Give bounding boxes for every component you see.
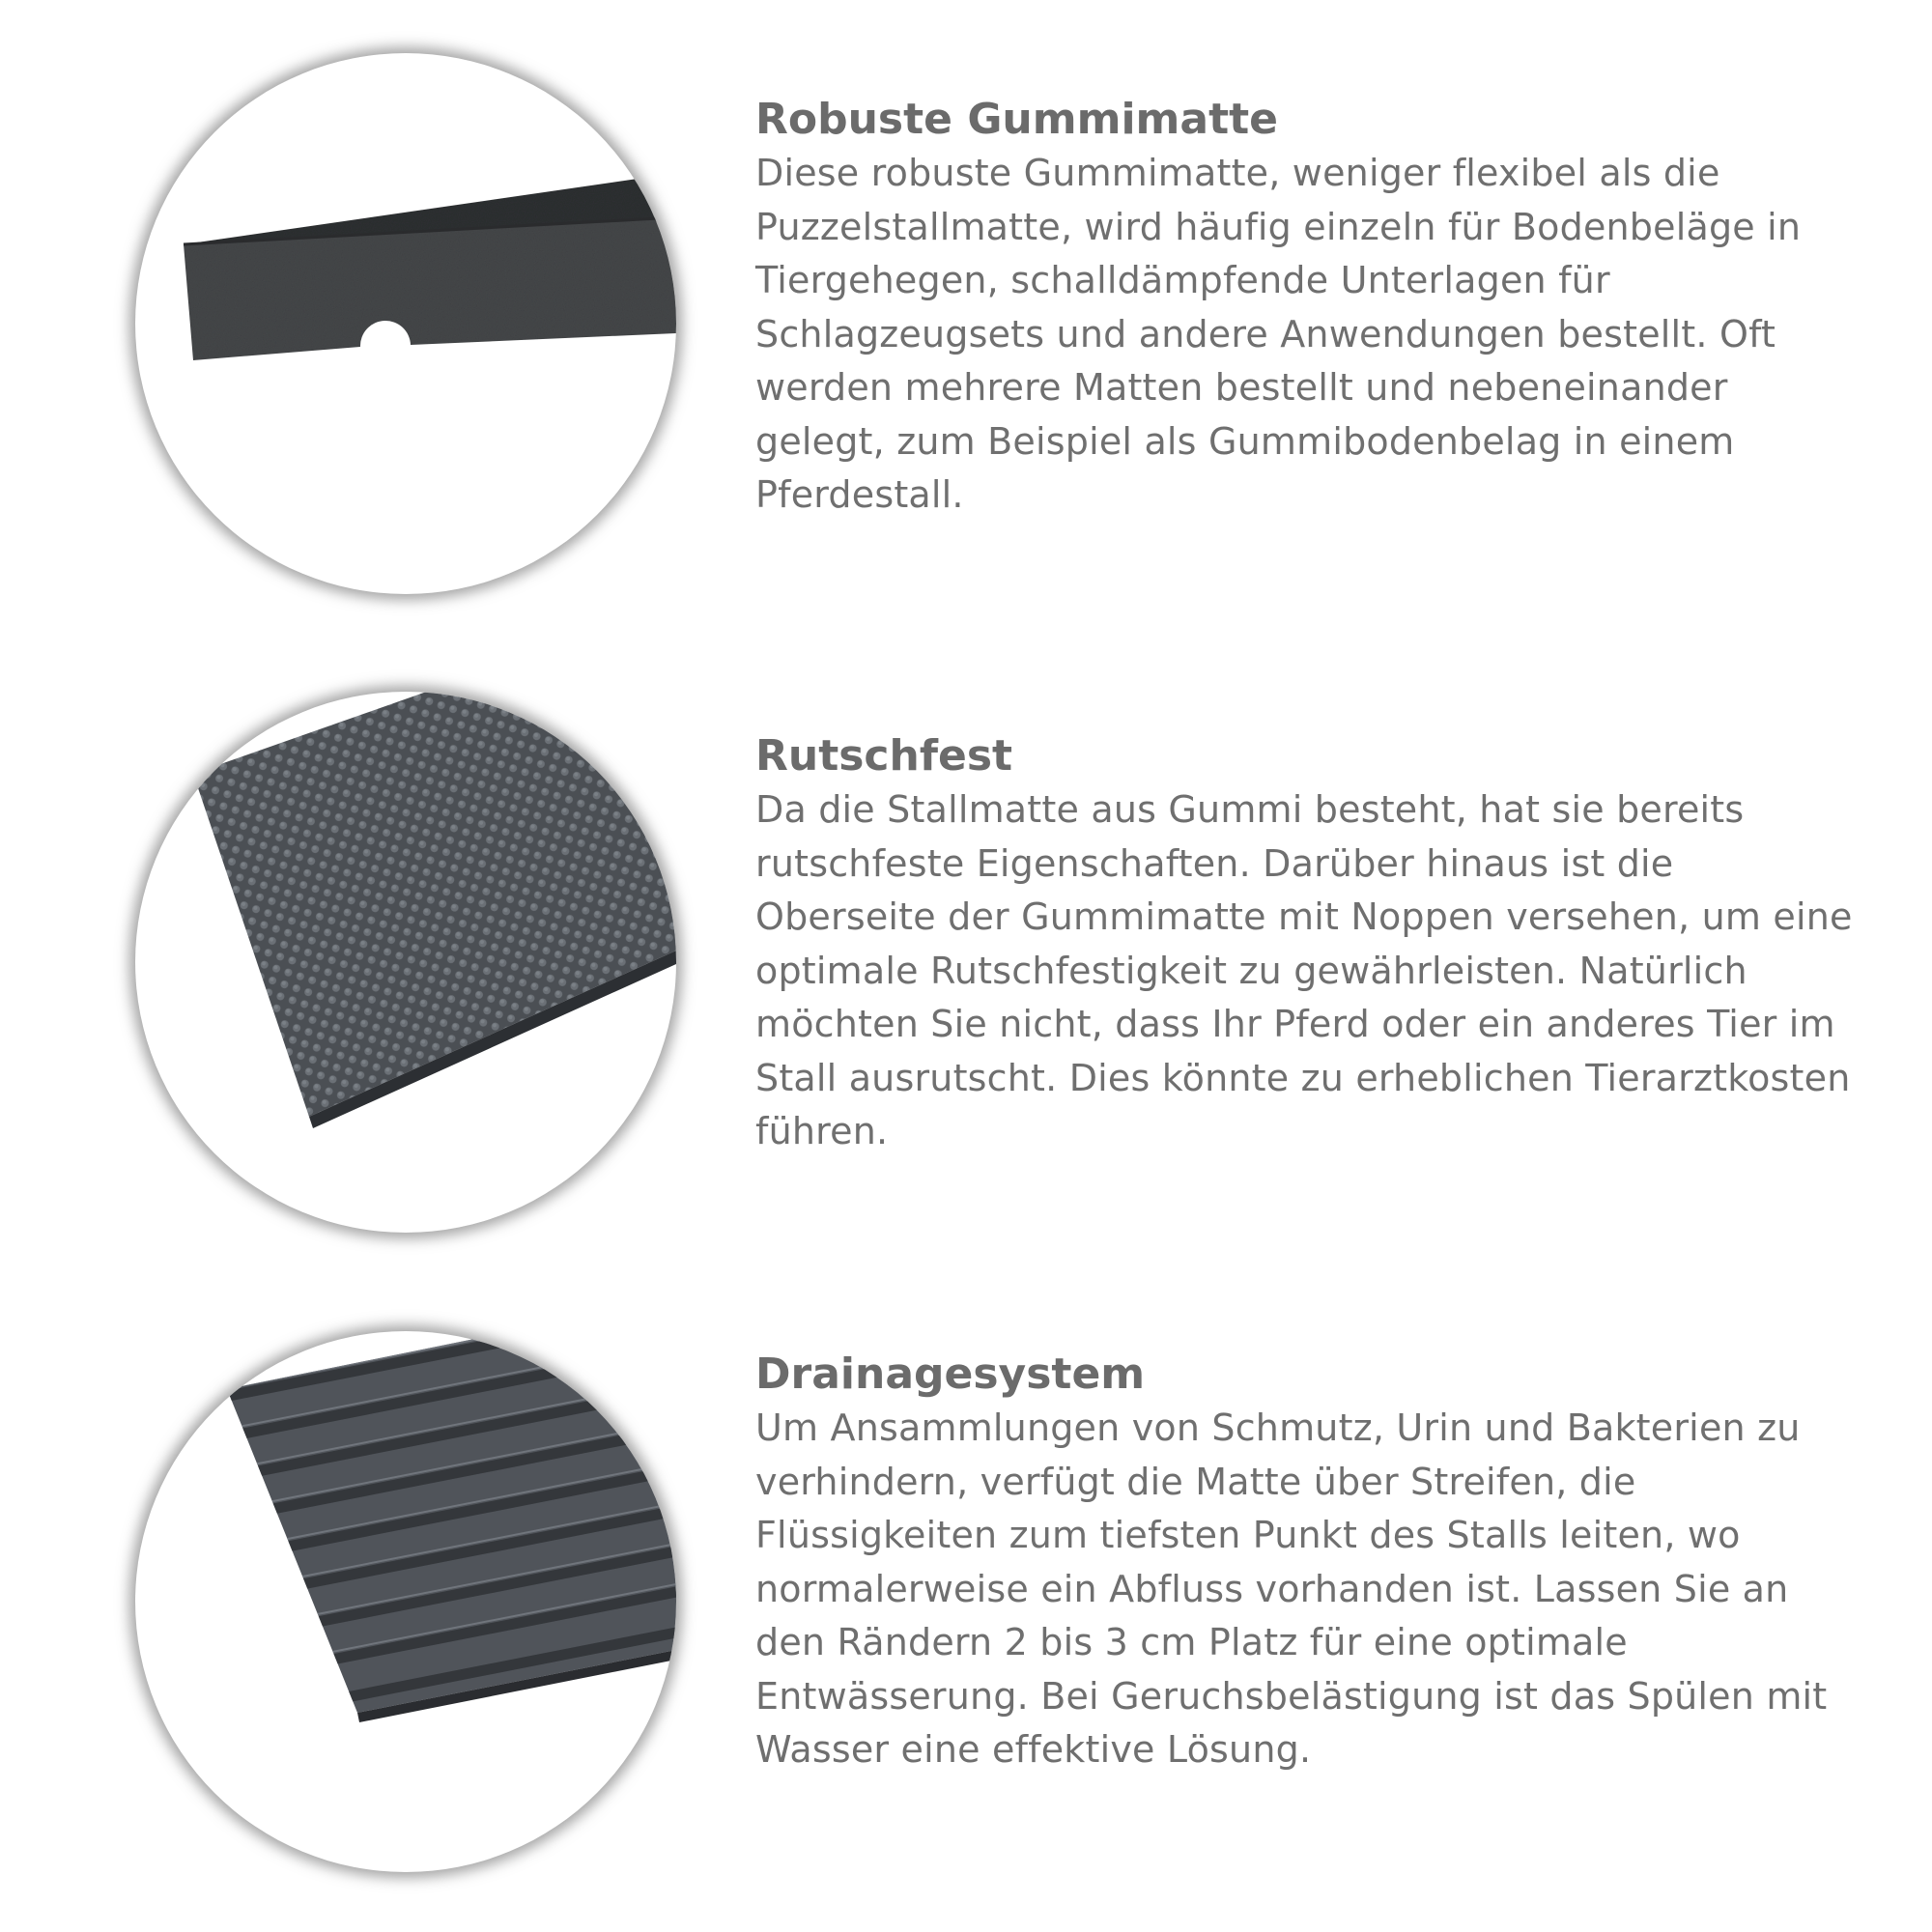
studded-mat-icon [135,692,676,1233]
feature-image-circle [135,692,676,1233]
feature-title: Drainagesystem [755,1350,1146,1399]
ribbed-mat-icon [135,1331,676,1872]
feature-description: Diese robuste Gummimatte, weniger flexibel als die Puzzelstallmatte, wird häufig einzeln für Bodenbeläge in Tiergehegen, schalldämpfende Unterlagen für Schlagzeugsets und andere Anwendungen bestellt. Oft werden mehrere Matten bestellt und nebeneinander gelegt, zum Beispiel als Gummibodenbelag in einem Pferdestall. [755,152,1802,516]
feature-description: Um Ansammlungen von Schmutz, Urin und Bakterien zu verhindern, verfügt die Matte über Streifen, die Flüssigkeiten zum tiefsten Punkt des Stalls leiten, wo normalerweise ein Abfluss vorhanden ist. Lassen Sie an den Rändern 2 bis 3 cm Platz für eine optimale Entwässerung. Bei Geruchsbelästigung ist das Spülen mit Wasser eine effektive Lösung. [755,1406,1828,1771]
feature-image-circle [135,1331,676,1872]
feature-text-block [755,93,1857,523]
feature-title: Rutschfest [755,731,1013,781]
rubber-mat-edge-icon [135,53,676,594]
feature-text-block [755,1348,1857,1777]
feature-title: Robuste Gummimatte [755,95,1278,144]
feature-text-block [755,729,1857,1159]
feature-description: Da die Stallmatte aus Gummi besteht, hat sie bereits rutschfeste Eigenschaften. Darüber hinaus ist die Oberseite der Gummimatte mit Noppen versehen, um eine optimale Rutschfestigkeit zu gewährleisten. Natürlich möchten Sie nicht, dass Ihr Pferd oder ein anderes Tier im Stall ausrutscht. Dies könnte zu erheblichen Tierarztkosten führen. [755,788,1853,1152]
feature-image-circle [135,53,676,594]
